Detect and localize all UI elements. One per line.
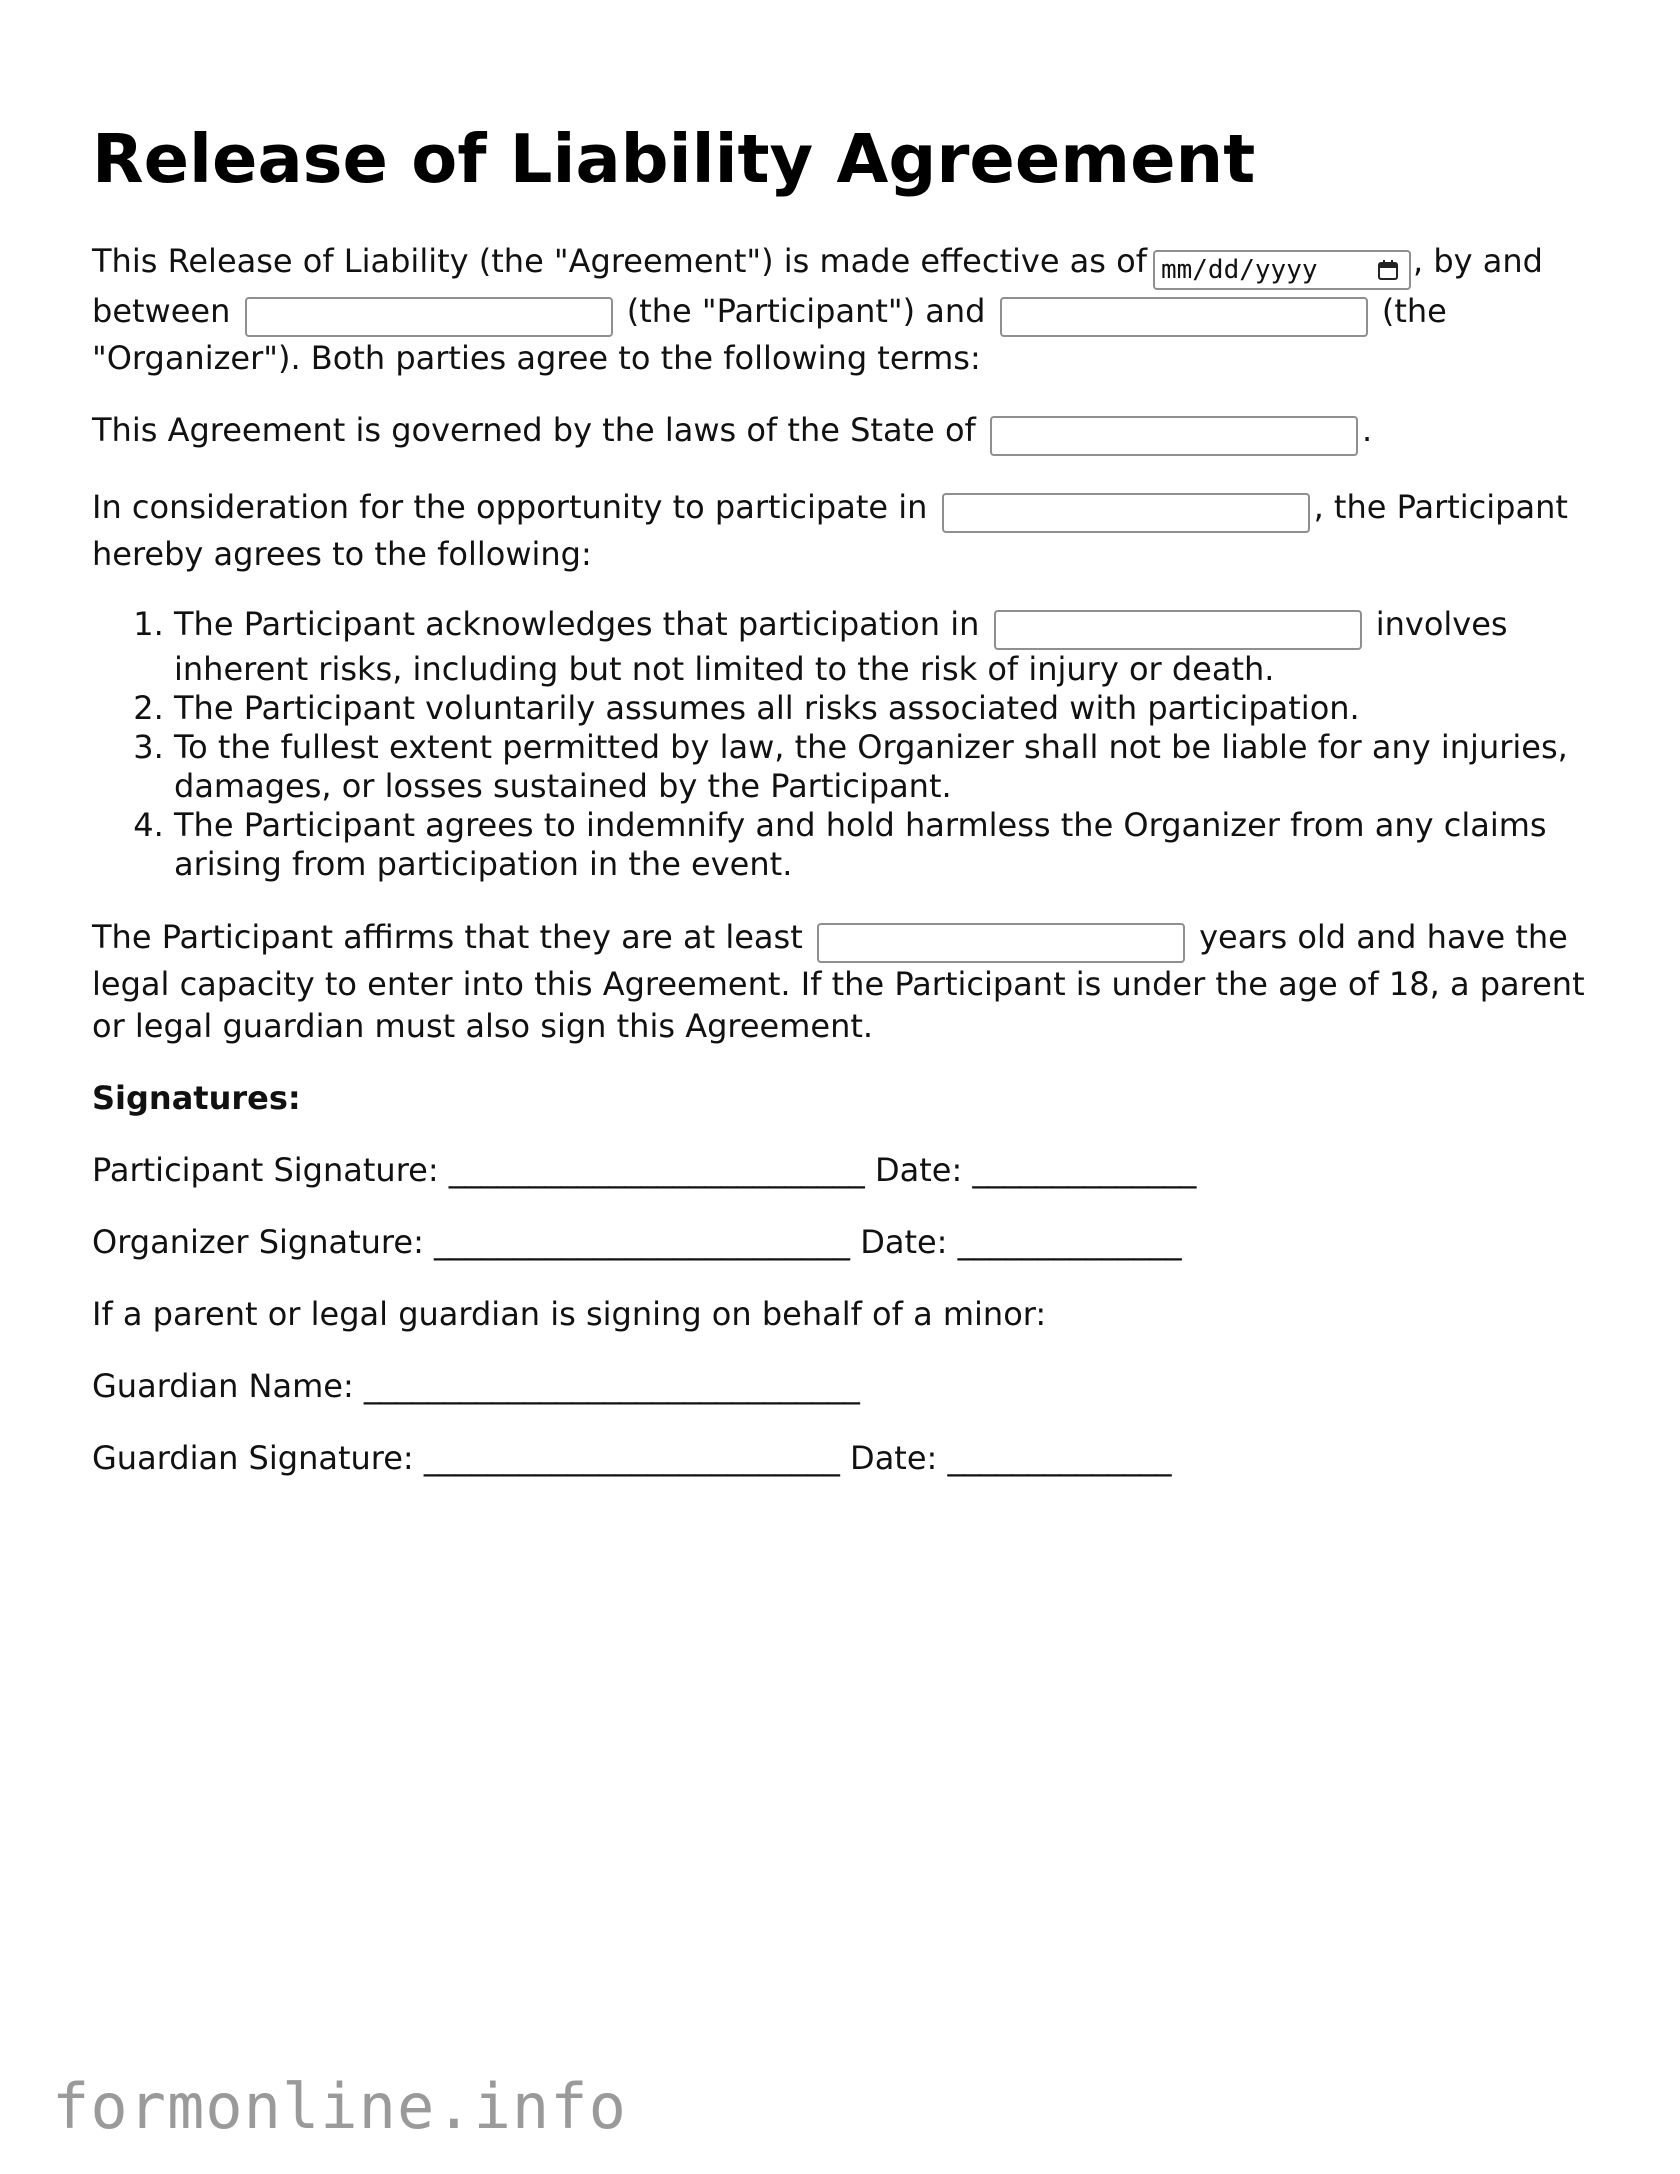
intro-text-1: This Release of Liability (the "Agreement") is made effective as of bbox=[92, 242, 1147, 280]
date-placeholder: mm/dd/yyyy bbox=[1160, 255, 1318, 285]
activity-input[interactable] bbox=[942, 493, 1310, 533]
intro-paragraph bbox=[92, 240, 1592, 379]
intro-text-3: (the "Participant") and bbox=[626, 292, 986, 330]
age-text-2: years old and have the legal capacity to enter into this Agreement. If the Participant is under the age of 18, a parent or legal guardian must also sign this Agreement. bbox=[92, 918, 1585, 1045]
state-input[interactable] bbox=[990, 416, 1358, 456]
consideration-text-1: In consideration for the opportunity to participate in bbox=[92, 488, 928, 526]
participant-signature-line: Participant Signature: __________________________ Date: ______________ bbox=[92, 1151, 1197, 1189]
guardian-name-line: Guardian Name: _______________________________ bbox=[92, 1367, 860, 1405]
organizer-name-input[interactable] bbox=[1000, 297, 1368, 337]
governing-text-1: This Agreement is governed by the laws of the State of bbox=[92, 411, 976, 449]
guardian-signature-line: Guardian Signature: __________________________ Date: ______________ bbox=[92, 1439, 1172, 1477]
participant-name-input[interactable] bbox=[245, 297, 613, 337]
intro-text-4: (the "Organizer"). Both parties agree to the following terms: bbox=[92, 292, 1447, 377]
watermark: formonline.info bbox=[52, 2070, 627, 2143]
activity-risk-input[interactable] bbox=[994, 610, 1362, 650]
list-item: 3. To the fullest extent permitted by law, the Organizer shall not be liable for any injuries, damages, or losses sustained by the Participant. bbox=[174, 728, 1592, 806]
document-page bbox=[92, 118, 1592, 1509]
age-text-1: The Participant affirms that they are at least bbox=[92, 918, 803, 956]
list-item: 2. The Participant voluntarily assumes all risks associated with participation. bbox=[174, 689, 1592, 728]
signatures-heading: Signatures: bbox=[92, 1079, 301, 1117]
consideration-text-2: , the Participant hereby agrees to the following: bbox=[92, 488, 1568, 573]
age-paragraph bbox=[92, 916, 1592, 1047]
list-item bbox=[174, 605, 1592, 689]
term-1-text-1: The Participant acknowledges that participation in bbox=[174, 605, 980, 643]
term-1-text-2: involves inherent risks, including but not limited to the risk of injury or death. bbox=[174, 605, 1508, 688]
intro-text-2: , by and between bbox=[92, 242, 1543, 330]
consideration-paragraph bbox=[92, 486, 1592, 575]
calendar-icon[interactable] bbox=[1377, 259, 1399, 281]
governing-text-2: . bbox=[1361, 411, 1373, 449]
terms-list bbox=[92, 605, 1592, 884]
organizer-signature-line: Organizer Signature: __________________________ Date: ______________ bbox=[92, 1223, 1182, 1261]
guardian-intro: If a parent or legal guardian is signing on behalf of a minor: bbox=[92, 1295, 1047, 1333]
governing-law-paragraph bbox=[92, 409, 1592, 456]
list-item: 4. The Participant agrees to indemnify and hold harmless the Organizer from any claims arising from participation in the event. bbox=[174, 806, 1592, 884]
minimum-age-input[interactable] bbox=[817, 923, 1185, 963]
page-title: Release of Liability Agreement bbox=[92, 120, 1256, 198]
effective-date-input[interactable] bbox=[1153, 250, 1411, 290]
